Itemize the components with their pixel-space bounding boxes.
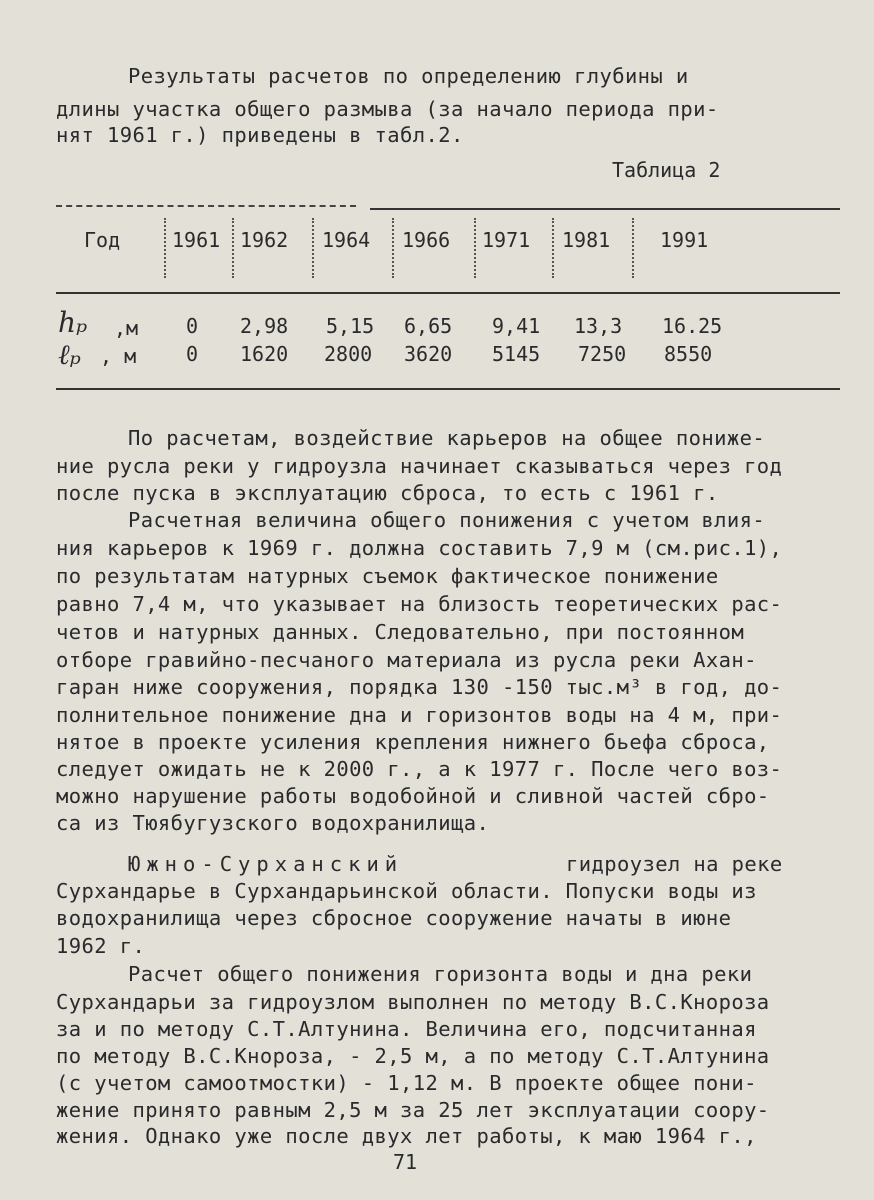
table-cell: 5,15 — [326, 314, 375, 338]
table-header-year: 1961 — [172, 228, 221, 252]
paragraph-line: (с учетом самоотмостки) - 1,12 м. В проекте общее пони- — [56, 1071, 757, 1095]
intro-line: нят 1961 г.) приведены в табл.2. — [56, 123, 464, 147]
row-symbol-length: ℓₚ — [58, 338, 81, 371]
intro-line: длины участка общего размыва (за начало периода при- — [56, 97, 719, 121]
paragraph-line: водохранилища через сбросное сооружение начаты в июне — [56, 906, 732, 930]
table-header-year: 1962 — [240, 228, 289, 252]
paragraph-line: жения. Однако уже после двух лет работы, к маю 1964 г., — [56, 1124, 757, 1148]
paragraph-line: равно 7,4 м, что указывает на близость теоретических рас- — [56, 592, 783, 616]
paragraph-line: нятое в проекте усиления крепления нижнего бьефа сброса, — [56, 730, 770, 754]
row-unit: , м — [100, 344, 137, 368]
column-separator — [474, 218, 476, 278]
paragraph-line: гидроузел на реке — [566, 852, 783, 876]
paragraph-line: четов и натурных данных. Следовательно, при постоянном — [56, 620, 745, 644]
paragraph-line: Сурхандарьи за гидроузлом выполнен по методу В.С.Кнороза — [56, 990, 770, 1014]
table-header-year: 1991 — [660, 228, 709, 252]
table-cell: 13,3 — [574, 314, 623, 338]
paragraph-line: за и по методу С.Т.Алтунина. Величина его, подсчитанная — [56, 1017, 757, 1041]
paragraph-line: жение принято равным 2,5 м за 25 лет эксплуатации соору- — [56, 1098, 770, 1122]
row-unit: ,м — [114, 316, 139, 340]
column-separator — [232, 218, 234, 278]
table-cell: 1620 — [240, 342, 289, 366]
table-cell: 8550 — [664, 342, 713, 366]
table-cell: 0 — [186, 342, 199, 366]
page-number: 71 — [393, 1150, 418, 1174]
table-cell: 2,98 — [240, 314, 289, 338]
paragraph-line: Расчет общего понижения горизонта воды и дна реки — [128, 962, 753, 986]
table-header-year: 1981 — [562, 228, 611, 252]
column-separator — [312, 218, 314, 278]
row-symbol-depth: hₚ — [58, 306, 88, 339]
column-separator — [392, 218, 394, 278]
paragraph-line: отборе гравийно-песчаного материала из русла реки Ахан- — [56, 648, 757, 672]
table-cell: 16.25 — [662, 314, 723, 338]
column-separator — [164, 218, 166, 278]
column-separator — [552, 218, 554, 278]
paragraph-line: Расчетная величина общего понижения с учетом влия- — [128, 508, 766, 532]
spaced-heading: Южно-Сурханский — [128, 852, 404, 876]
table-cell: 3620 — [404, 342, 453, 366]
table-header-year: 1966 — [402, 228, 451, 252]
paragraph-line: По расчетам, воздействие карьеров на общее пониже- — [128, 426, 766, 450]
table-cell: 2800 — [324, 342, 373, 366]
paragraph-line: Сурхандарье в Сурхандарьинской области. Попуски воды из — [56, 879, 757, 903]
table-cell: 6,65 — [404, 314, 453, 338]
column-separator — [632, 218, 634, 278]
table-header-year-label: Год — [84, 228, 121, 252]
paragraph-line: по методу В.С.Кнороза, - 2,5 м, а по методу С.Т.Алтунина — [56, 1044, 770, 1068]
intro-line: Результаты расчетов по определению глубины и — [128, 64, 689, 88]
paragraph-line: полнительное понижение дна и горизонтов воды на 4 м, при- — [56, 703, 783, 727]
table-caption: Таблица 2 — [612, 158, 721, 182]
paragraph-line: по результатам натурных съемок фактическое понижение — [56, 564, 719, 588]
table-cell: 7250 — [578, 342, 627, 366]
table-header-rule — [56, 292, 840, 294]
paragraph-line: ние русла реки у гидроузла начинает сказываться через год — [56, 454, 783, 478]
paragraph-line: гаран ниже сооружения, порядка 130 -150 тыс.м³ в год, до- — [56, 675, 783, 699]
paragraph-line: ния карьеров к 1969 г. должна составить 7,9 м (см.рис.1), — [56, 536, 783, 560]
paragraph-line: следует ожидать не к 2000 г., а к 1977 г. После чего воз- — [56, 757, 783, 781]
table-bottom-rule — [56, 388, 840, 390]
table-header-year: 1971 — [482, 228, 531, 252]
table-top-rule-left — [56, 205, 356, 207]
paragraph-line: 1962 г. — [56, 934, 146, 958]
table-cell: 5145 — [492, 342, 541, 366]
table-header-year: 1964 — [322, 228, 371, 252]
table-top-rule-right — [370, 208, 840, 210]
paragraph-line: са из Тюябугузского водохранилища. — [56, 811, 490, 835]
table-cell: 9,41 — [492, 314, 541, 338]
table-cell: 0 — [186, 314, 199, 338]
paragraph-line: можно нарушение работы водобойной и сливной частей сбро- — [56, 784, 770, 808]
paragraph-line: после пуска в эксплуатацию сброса, то есть с 1961 г. — [56, 481, 719, 505]
